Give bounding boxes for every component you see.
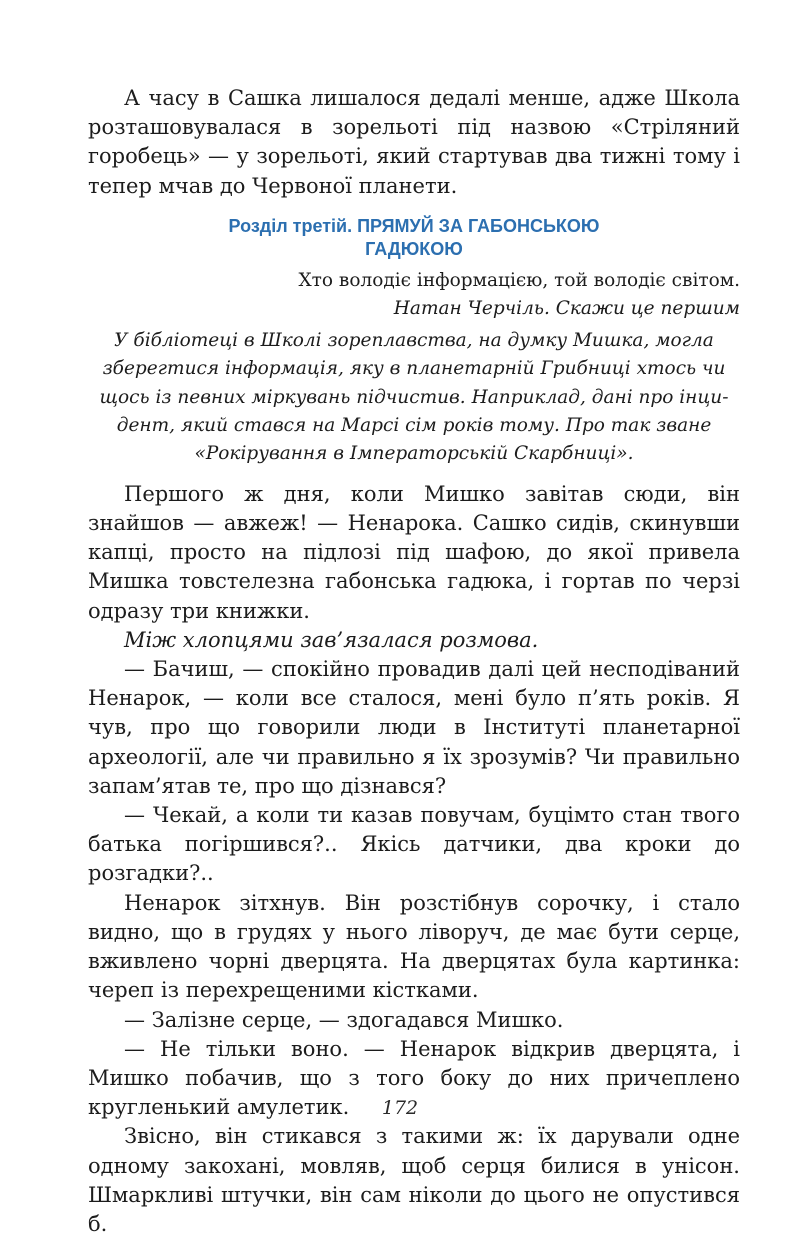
intro-line: зберегтися інформація, яку в планетарній Грибниці хтось чи (102, 358, 726, 380)
chapter-heading-line-2: ГАДЮКОЮ (365, 238, 463, 259)
paragraph-4: — Бачиш, — спокійно провадив далі цей несподіваний Ненарок, — коли все сталося, мені було п’ять років. Я чув, про що говорили люди в Інституті планетарної археології, але чи правильно я їх зрозумів? Чи правильно запам’ятав те, про що дізнався? (88, 657, 740, 798)
paragraph-1: А часу в Сашка лишалося дедалі менше, адже Школа розташовувалася в зорельоті під назвою «Стріляний горобець» — у зорельоті, який стартував два тижні тому і тепер мчав до Червоної планети. (88, 86, 740, 198)
intro-line: дент, який стався на Марсі сім років тому. Про так зване (116, 415, 712, 437)
page-number: 172 (381, 1097, 419, 1119)
paragraph-6: Ненарок зітхнув. Він розстібнув сорочку, і стало видно, що в грудях у нього ліворуч, де має бути серце, вживлено чорні дверцята. На дверцятах була картинка: череп із перехрещеними кістками. (88, 890, 740, 1003)
chapter-heading-line-1: Розділ третій. ПРЯМУЙ ЗА ГАБОНСЬКОЮ (228, 215, 600, 236)
chapter-intro (88, 327, 740, 469)
paragraph-7: — Залізне серце, — здогадався Мишко. (124, 1007, 564, 1032)
intro-line: «Рокірування в Імператорській Скарбниці». (194, 443, 634, 465)
paragraph-2: Першого ж дня, коли Мишко завітав сюди, він знайшов — авжеж! — Ненарока. Сашко сидів, скинувши капці, просто на підлозі під шафою, до якої привела Мишка товстелезна габонська гадюка, і гортав по черзі одразу три книжки. (88, 481, 740, 623)
epigraph (88, 267, 740, 323)
epigraph-quote: Хто володіє інформацією, той володіє світом. (298, 269, 740, 291)
chapter-heading (88, 215, 740, 261)
intro-line: щось із певних міркувань підчистив. Наприклад, дані про інци- (99, 386, 729, 408)
paragraph-8: — Не тільки воно. — Ненарок відкрив дверцята, і Мишко побачив, що з того боку до них причеплено кругленький амулетик. (88, 1036, 740, 1120)
intro-line: У бібліотеці в Школі зореплавства, на думку Мишка, могла (114, 329, 714, 351)
epigraph-author: Натан Черчіль. Скажи це першим (393, 297, 740, 319)
paragraph-3: Між хлопцями зав’язалася розмова. (124, 627, 539, 652)
paragraph-5: — Чекай, а коли ти казав повучам, буцімто стан твого батька погіршився?.. Якісь датчики, два кроки до розгадки?.. (88, 803, 740, 886)
paragraph-9: Звісно, він стикався з такими ж: їх дарували одне одному закохані, мовляв, щоб серця билися в унісон. Шмаркливі штучки, він сам ніколи до цього не опустився б. (88, 1124, 740, 1236)
book-page (88, 84, 740, 1239)
